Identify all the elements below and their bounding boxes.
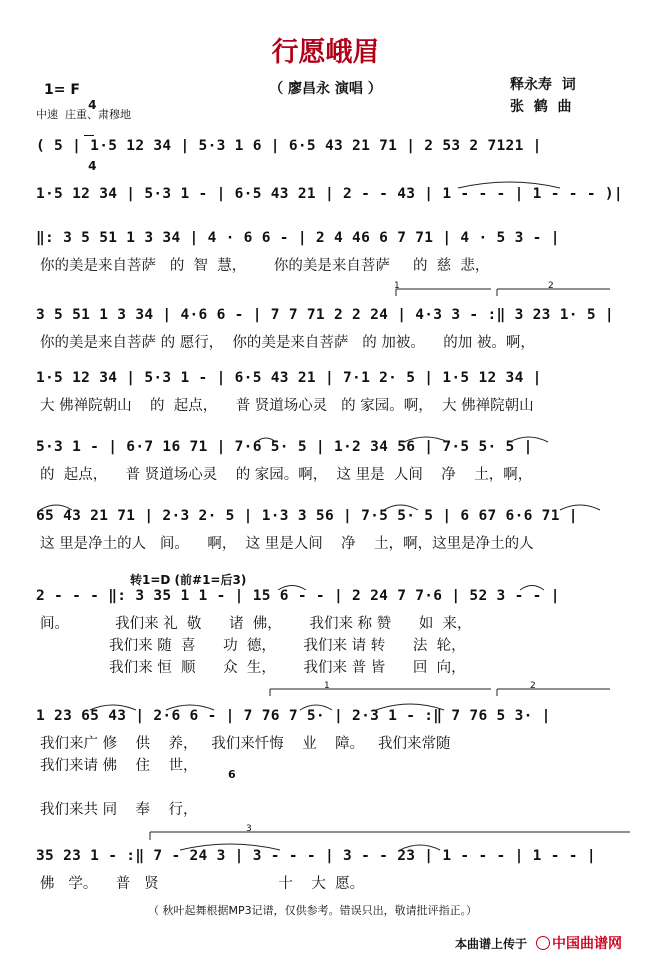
tie-arc-4	[510, 437, 548, 442]
tie-arc-15	[400, 845, 440, 850]
lyric-line: 6	[228, 768, 236, 781]
key-signature: 1= F	[44, 82, 80, 98]
notation-row: 3 5 51 1 3 34 | 4·6 6 - | 7 7 71 2 2 24 | 4·3 3 - :‖ 3 23 1· 5 |	[36, 307, 614, 323]
notation-row: 35 23 1 - :‖ 7 - 24 3 | 3 - - - | 3 - - 23 | 1 - - - | 1 - - |	[36, 848, 596, 864]
singer-credit: （ 廖昌永 演唱 ）	[269, 81, 382, 97]
notation-row: 5·3 1 - | 6·7 16 71 | 7·6 5· 5 | 1·2 34 56 | 7·5 5· 5 |	[36, 439, 533, 455]
modulation-marking: 转1=D (前#1=后3)	[130, 573, 247, 587]
notation-row: ( 5 | 1·5 12 34 | 5·3 1 6 | 6·5 43 21 71 | 2 53 2 7121 |	[36, 138, 542, 154]
time-top: 4	[88, 98, 97, 112]
lyric-line: 我们来共 同 奉 行，	[40, 802, 198, 818]
notation-row: 65 43 21 71 | 2·3 2· 5 | 1·3 3 56 | 7·5 5· 5 | 6 67 6·6 71 |	[36, 508, 578, 524]
notation-row: 1·5 12 34 | 5·3 1 - | 6·5 43 21 | 2 - - 43 | 1 - - - | 1 - - - )|	[36, 186, 623, 202]
logo-circle-icon	[536, 936, 550, 950]
tie-arc-5	[40, 505, 72, 510]
volta-1-label: 1	[394, 281, 400, 291]
lyric-line: 的 起点， 普 贤道场心灵 的 家园。啊， 这 里是 人间 净 土，啊，	[40, 467, 533, 483]
volta-1b-label: 1	[324, 681, 330, 691]
lyric-line: 间。 我们来 礼 敬 诸 佛， 我们来 称 赞 如 来，	[40, 616, 472, 632]
tie-arc-7	[560, 505, 600, 510]
tie-arc-14	[180, 844, 280, 850]
tempo-marking: 中速 庄重、肃穆地	[36, 108, 131, 121]
site-logo	[536, 933, 622, 953]
lyric-line: 这 里是净土的人 间。 啊， 这 里是人间 净 土，啊，这里是净土的人	[40, 536, 534, 552]
tie-arc-1	[458, 182, 560, 188]
tie-arc-9	[520, 586, 544, 591]
tie-arc-11	[166, 705, 214, 710]
composer-credit: 张 鹤 曲	[510, 99, 572, 115]
lyric-line: 佛 学。 普 贤 十 大 愿。	[40, 876, 365, 892]
lyricist-credit: 释永寿 词	[510, 77, 576, 93]
tie-arc-13	[376, 704, 444, 710]
notation-row: 2 - - - ‖: 3 35 1 1 - | 15 6 - - | 2 24 7 7·6 | 52 3 - - |	[36, 588, 560, 604]
tie-arc-2	[256, 438, 276, 442]
volta-2-label: 2	[548, 281, 554, 291]
lyric-line: 我们来 随 喜 功 德， 我们来 请 转 法 轮，	[40, 638, 466, 654]
lyric-line: 我们来请 佛 住 世，	[40, 758, 198, 774]
lyric-line: 你的美是来自菩萨 的 愿行， 你的美是来自菩萨 的 加被。 的加 被。啊，	[40, 335, 535, 351]
time-bottom: 4	[88, 159, 97, 173]
song-title: 行愿峨眉	[271, 37, 380, 68]
site-name: 中国曲谱网	[552, 936, 622, 952]
tie-arc-12	[300, 705, 332, 710]
transcription-note: （ 秋叶起舞根据MP3记谱，仅供参考。错误只出，敬请批评指正。）	[148, 904, 478, 917]
volta-2b-label: 2	[530, 681, 536, 691]
tie-arc-8	[278, 586, 306, 591]
notation-row: 1 23 65 43 | 2·6 6 - | 7 76 7 5· | 2·3 1 - :‖ 7 76 5 3· |	[36, 708, 551, 724]
lyric-line: 大 佛禅院朝山 的 起点， 普 贤道场心灵 的 家园。啊， 大 佛禅院朝山	[40, 398, 534, 414]
tie-arc-3	[404, 437, 448, 442]
lyric-line: 我们来广 修 供 养， 我们来忏悔 业 障。 我们来常随	[40, 736, 451, 752]
upload-label: 本曲谱上传于	[455, 937, 528, 951]
tie-arc-6	[384, 505, 418, 510]
notation-row: ‖: 3 5 51 1 3 34 | 4 · 6 6 - | 2 4 46 6 7 71 | 4 · 5 3 - |	[36, 230, 560, 246]
lyric-line: 你的美是来自菩萨 的 智 慧， 你的美是来自菩萨 的 慈 悲，	[40, 258, 490, 274]
volta-3-label: 3	[246, 824, 252, 834]
notation-row: 1·5 12 34 | 5·3 1 - | 6·5 43 21 | 7·1 2· 5 | 1·5 12 34 |	[36, 370, 542, 386]
tie-arc-10	[90, 705, 136, 710]
lyric-line: 我们来 恒 顺 众 生， 我们来 普 皆 回 向，	[40, 660, 466, 676]
